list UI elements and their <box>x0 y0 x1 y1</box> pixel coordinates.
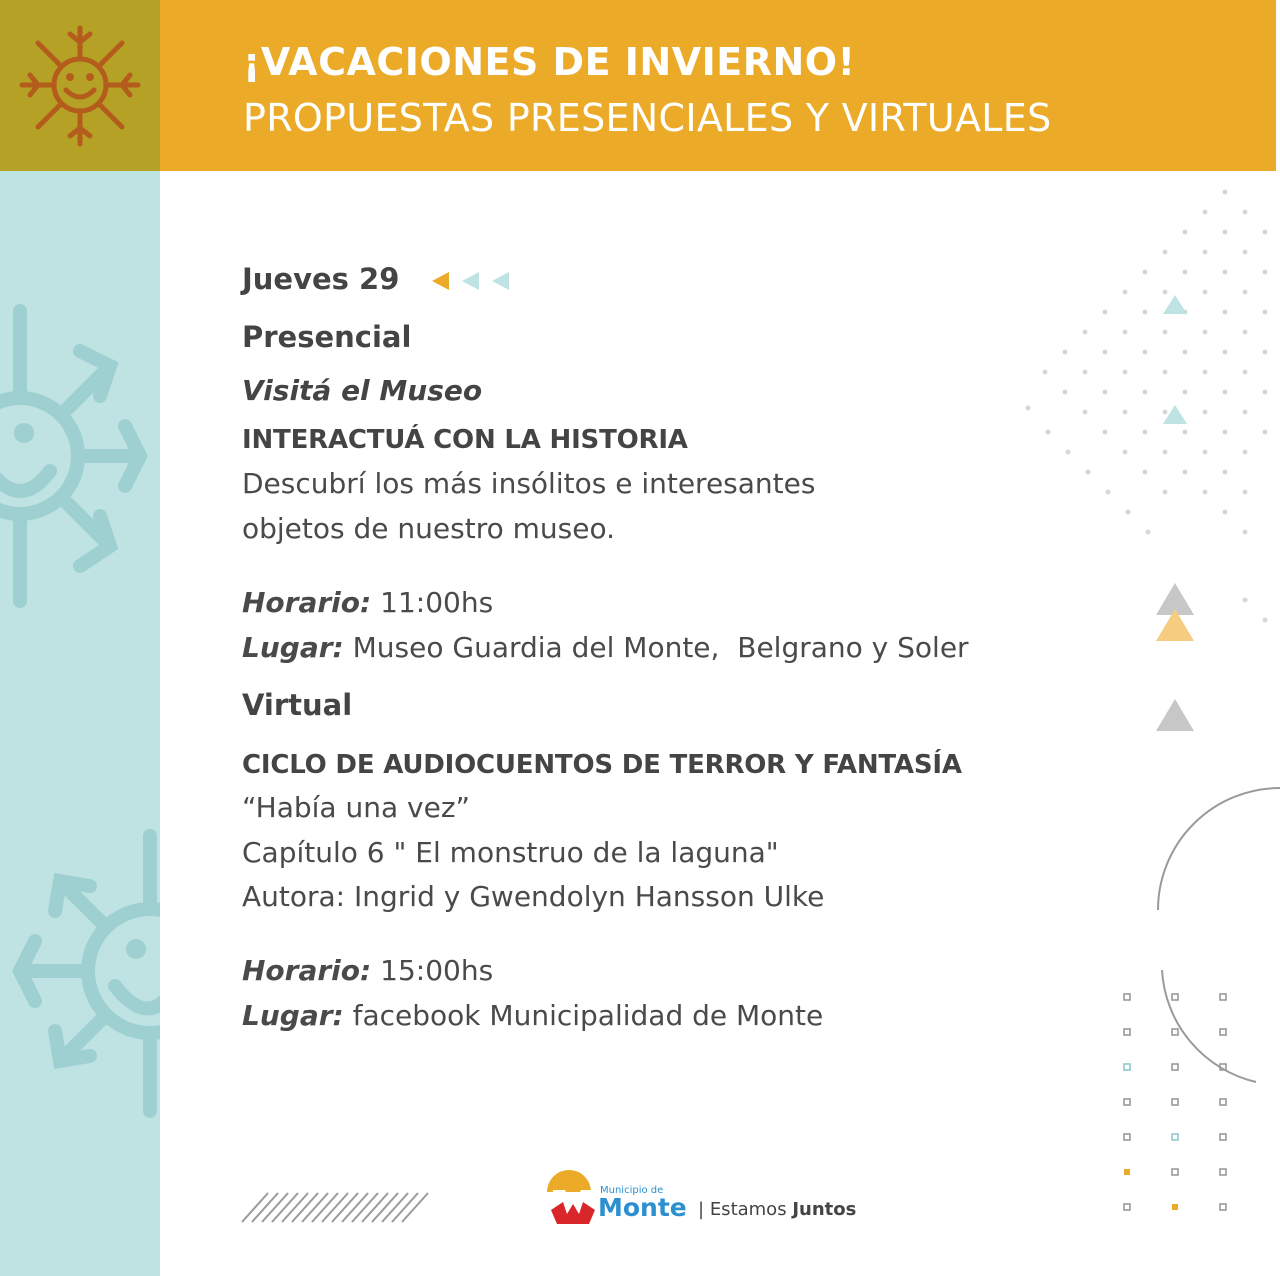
presencial-horario <box>242 586 493 619</box>
lugar-label: Lugar: <box>242 631 344 664</box>
virtual-heading: Virtual <box>242 688 353 722</box>
virtual-line1: “Había una vez” <box>242 791 471 824</box>
presencial-heading: Presencial <box>242 320 412 354</box>
virtual-line2: Capítulo 6 " El monstruo de la laguna" <box>242 836 779 869</box>
presencial-lugar <box>242 631 969 664</box>
dot-pattern-decor <box>1020 180 1280 650</box>
brand-small-text: Municipio de <box>600 1185 664 1196</box>
presencial-desc-line2: objetos de nuestro museo. <box>242 512 615 545</box>
triangle-arrows-icon <box>430 270 510 292</box>
slogan-part2: Juntos <box>792 1199 857 1220</box>
header-bar <box>160 0 1276 171</box>
lugar-label: Lugar: <box>242 999 344 1032</box>
virtual-title: CICLO DE AUDIOCUENTOS DE TERROR Y FANTASÍA <box>242 750 962 780</box>
horario-value: 15:00hs <box>380 954 494 987</box>
brand-name: Monte <box>598 1193 687 1222</box>
horario-label: Horario: <box>242 586 372 619</box>
monte-logo-icon <box>545 1162 601 1228</box>
virtual-line3: Autora: Ingrid y Gwendolyn Hansson Ulke <box>242 880 825 913</box>
virtual-lugar <box>242 999 823 1032</box>
slogan-separator: | <box>698 1199 705 1220</box>
diagonal-lines-decor <box>240 1190 435 1225</box>
brand-slogan <box>698 1199 856 1220</box>
day-label: Jueves 29 <box>242 262 400 296</box>
horario-label: Horario: <box>242 954 372 987</box>
snowflake-smiley-icon <box>0 171 160 1276</box>
horario-value: 11:00hs <box>380 586 494 619</box>
lugar-value: facebook Municipalidad de Monte <box>352 999 824 1032</box>
snowflake-smiley-icon <box>0 0 160 171</box>
virtual-horario <box>242 954 493 987</box>
left-decor-strip <box>0 171 160 1276</box>
presencial-subtitle: Visitá el Museo <box>242 374 483 407</box>
slogan-part1: Estamos <box>709 1199 787 1220</box>
lugar-value: Museo Guardia del Monte, Belgrano y Soler <box>352 631 969 664</box>
header-subtitle: PROPUESTAS PRESENCIALES Y VIRTUALES <box>243 96 1052 140</box>
header-icon-box <box>0 0 160 171</box>
header-title: ¡VACACIONES DE INVIERNO! <box>243 40 856 84</box>
square-grid-decor <box>1118 990 1238 1220</box>
presencial-desc-line1: Descubrí los más insólitos e interesantes <box>242 467 816 500</box>
presencial-title: INTERACTUÁ CON LA HISTORIA <box>242 425 688 455</box>
triangle-decor <box>1150 690 1200 735</box>
